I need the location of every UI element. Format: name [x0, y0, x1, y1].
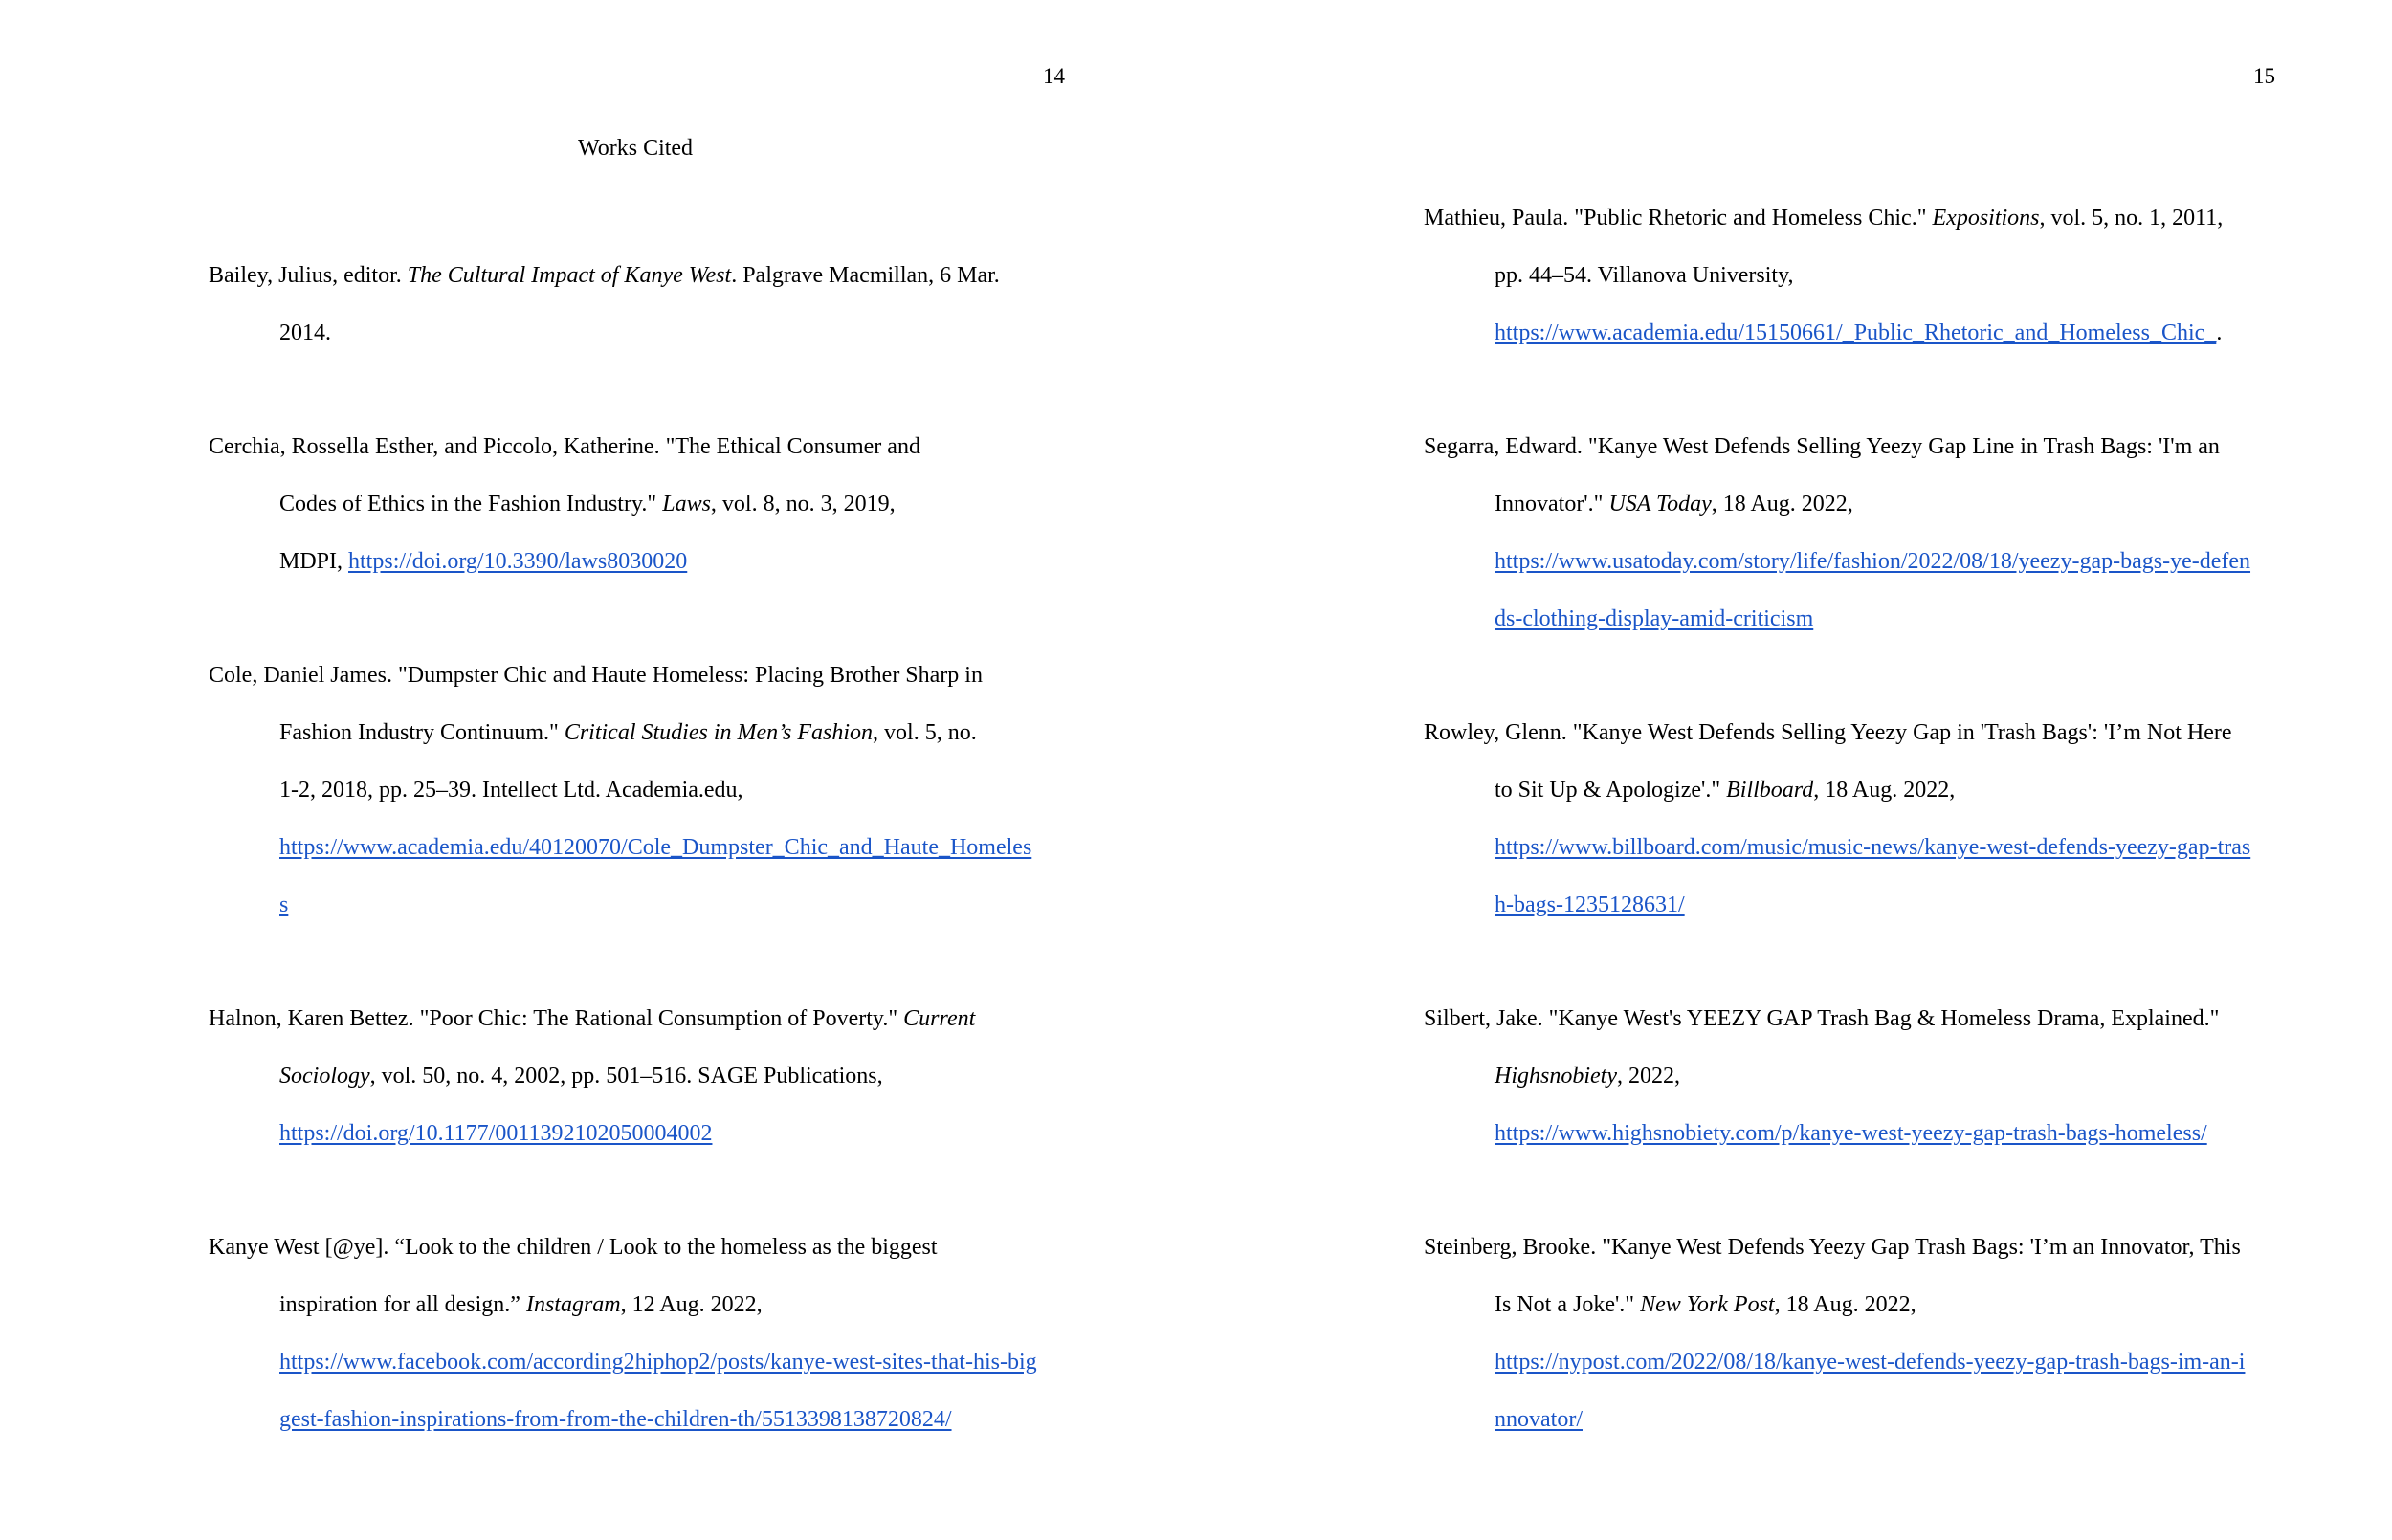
citation-text: , vol. 50, no. 4, 2002, pp. 501–516. SAGE Publications,: [369, 1064, 883, 1089]
citation-line: [1424, 418, 2285, 475]
citation-text: Is Not a Joke'.": [1495, 1292, 1641, 1317]
citation-entry: [1424, 418, 2285, 648]
citation-line: [1424, 590, 2285, 648]
citation-title: USA Today: [1608, 492, 1712, 517]
citation-line: [209, 1105, 1070, 1162]
citation-link[interactable]: https://doi.org/10.3390/laws8030020: [348, 549, 688, 574]
citation-list: [209, 247, 1070, 1505]
citation-text: , 2022,: [1616, 1064, 1680, 1089]
citation-line: [1424, 304, 2285, 362]
citation-title: Highsnobiety: [1495, 1064, 1617, 1089]
citation-link[interactable]: gest-fashion-inspirations-from-from-the-children-th/5513398138720824/: [279, 1407, 952, 1432]
citation-text: Innovator'.": [1495, 492, 1609, 517]
citation-text: MDPI,: [279, 549, 349, 574]
citation-line: [1424, 761, 2285, 819]
citation-line: [209, 1333, 1070, 1391]
citation-link[interactable]: https://www.billboard.com/music/music-news/kanye-west-defends-yeezy-gap-tras: [1495, 835, 2251, 860]
citation-line: [209, 819, 1070, 876]
citation-line: [209, 247, 1070, 304]
citation-text: 1-2, 2018, pp. 25–39. Intellect Ltd. Academia.edu,: [279, 778, 743, 803]
citation-entry: [1424, 1219, 2285, 1448]
citation-line: [209, 761, 1070, 819]
citation-line: [1424, 1047, 2285, 1105]
citation-title: Billboard: [1726, 778, 1814, 803]
citation-line: [209, 1047, 1070, 1105]
citation-title: Critical Studies in Men’s Fashion: [564, 720, 874, 745]
citation-entry: [209, 647, 1070, 934]
document-page-15: [1196, 0, 2392, 1540]
citation-line: [209, 1391, 1070, 1448]
page-number: 14: [1043, 64, 1065, 88]
citation-title: Current: [903, 1006, 976, 1031]
citation-entry: [1424, 704, 2285, 934]
citation-title: Sociology: [279, 1064, 370, 1089]
citation-text: pp. 44–54. Villanova University,: [1495, 263, 1794, 288]
page-number: 15: [2253, 64, 2275, 88]
citation-link[interactable]: https://www.academia.edu/40120070/Cole_Dumpster_Chic_and_Haute_Homeles: [279, 835, 1032, 860]
citation-entry: [209, 1219, 1070, 1448]
citation-text: inspiration for all design.”: [279, 1292, 526, 1317]
citation-text: 2014.: [279, 320, 331, 345]
citation-line: [1424, 247, 2285, 304]
citation-entry: [209, 247, 1070, 362]
citation-line: [209, 475, 1070, 533]
citation-link[interactable]: https://www.usatoday.com/story/life/fashion/2022/08/18/yeezy-gap-bags-ye-defen: [1495, 549, 2251, 574]
citation-line: [1424, 1105, 2285, 1162]
citation-line: [209, 704, 1070, 761]
citation-text: . Palgrave Macmillan, 6 Mar.: [731, 263, 1000, 288]
citation-link[interactable]: https://doi.org/10.1177/0011392102050004002: [279, 1121, 713, 1146]
citation-link[interactable]: https://www.academia.edu/15150661/_Public_Rhetoric_and_Homeless_Chic_: [1495, 320, 2217, 345]
citation-line: [1424, 533, 2285, 590]
citation-link[interactable]: https://nypost.com/2022/08/18/kanye-west-defends-yeezy-gap-trash-bags-im-an-i: [1495, 1350, 2246, 1375]
citation-link[interactable]: https://www.facebook.com/according2hiphop2/posts/kanye-west-sites-that-his-big: [279, 1350, 1037, 1375]
citation-text: Halnon, Karen Bettez. "Poor Chic: The Rational Consumption of Poverty.": [209, 1006, 904, 1031]
citation-line: [209, 533, 1070, 590]
citation-line: [209, 647, 1070, 704]
citation-list: [1424, 189, 2285, 1505]
citation-text: , 18 Aug. 2022,: [1774, 1292, 1916, 1317]
citation-line: [209, 418, 1070, 475]
citation-text: , 18 Aug. 2022,: [1813, 778, 1956, 803]
citation-text: Mathieu, Paula. "Public Rhetoric and Homeless Chic.": [1424, 206, 1933, 231]
citation-text: to Sit Up & Apologize'.": [1495, 778, 1727, 803]
citation-entry: [1424, 189, 2285, 362]
citation-line: [1424, 704, 2285, 761]
citation-text: Cole, Daniel James. "Dumpster Chic and Haute Homeless: Placing Brother Sharp in: [209, 663, 983, 688]
citation-text: Codes of Ethics in the Fashion Industry.": [279, 492, 663, 517]
citation-title: Laws: [662, 492, 711, 517]
citation-line: [209, 1276, 1070, 1333]
citation-text: Fashion Industry Continuum.": [279, 720, 565, 745]
citation-text: Cerchia, Rossella Esther, and Piccolo, Katherine. "The Ethical Consumer and: [209, 434, 920, 459]
citation-title: The Cultural Impact of Kanye West: [407, 263, 732, 288]
citation-link[interactable]: nnovator/: [1495, 1407, 1583, 1432]
citation-line: [1424, 876, 2285, 934]
citation-text: .: [2216, 320, 2223, 345]
citation-text: Segarra, Edward. "Kanye West Defends Selling Yeezy Gap Line in Trash Bags: 'I'm an: [1424, 434, 2220, 459]
citation-text: Bailey, Julius, editor.: [209, 263, 408, 288]
citation-line: [1424, 1391, 2285, 1448]
citation-line: [1424, 1219, 2285, 1276]
citation-link[interactable]: s: [279, 892, 289, 917]
citation-line: [209, 876, 1070, 934]
citation-line: [1424, 189, 2285, 247]
citation-text: Silbert, Jake. "Kanye West's YEEZY GAP Trash Bag & Homeless Drama, Explained.": [1424, 1006, 2220, 1031]
citation-line: [1424, 990, 2285, 1047]
citation-link[interactable]: ds-clothing-display-amid-criticism: [1495, 606, 1814, 631]
citation-link[interactable]: h-bags-1235128631/: [1495, 892, 1685, 917]
citation-text: , 12 Aug. 2022,: [620, 1292, 763, 1317]
citation-title: Expositions: [1932, 206, 2040, 231]
citation-title: Instagram: [525, 1292, 621, 1317]
citation-title: New York Post: [1640, 1292, 1775, 1317]
citation-text: Kanye West [@ye]. “Look to the children / Look to the homeless as the biggest: [209, 1235, 938, 1260]
citation-line: [209, 1219, 1070, 1276]
citation-text: , 18 Aug. 2022,: [1711, 492, 1853, 517]
citation-text: , vol. 8, no. 3, 2019,: [710, 492, 896, 517]
citation-line: [209, 304, 1070, 362]
citation-text: Steinberg, Brooke. "Kanye West Defends Yeezy Gap Trash Bags: 'I’m an Innovator, This: [1424, 1235, 2241, 1260]
citation-text: Rowley, Glenn. "Kanye West Defends Selling Yeezy Gap in 'Trash Bags': 'I’m Not Here: [1424, 720, 2232, 745]
citation-line: [1424, 819, 2285, 876]
citation-entry: [209, 990, 1070, 1162]
works-cited-heading: Works Cited: [578, 136, 694, 161]
citation-line: [1424, 1276, 2285, 1333]
citation-text: , vol. 5, no. 1, 2011,: [2039, 206, 2224, 231]
citation-line: [1424, 475, 2285, 533]
citation-line: [1424, 1333, 2285, 1391]
citation-entry: [1424, 990, 2285, 1162]
citation-link[interactable]: https://www.highsnobiety.com/p/kanye-west-yeezy-gap-trash-bags-homeless/: [1495, 1121, 2207, 1146]
citation-entry: [209, 418, 1070, 590]
citation-line: [209, 990, 1070, 1047]
citation-text: , vol. 5, no.: [873, 720, 977, 745]
